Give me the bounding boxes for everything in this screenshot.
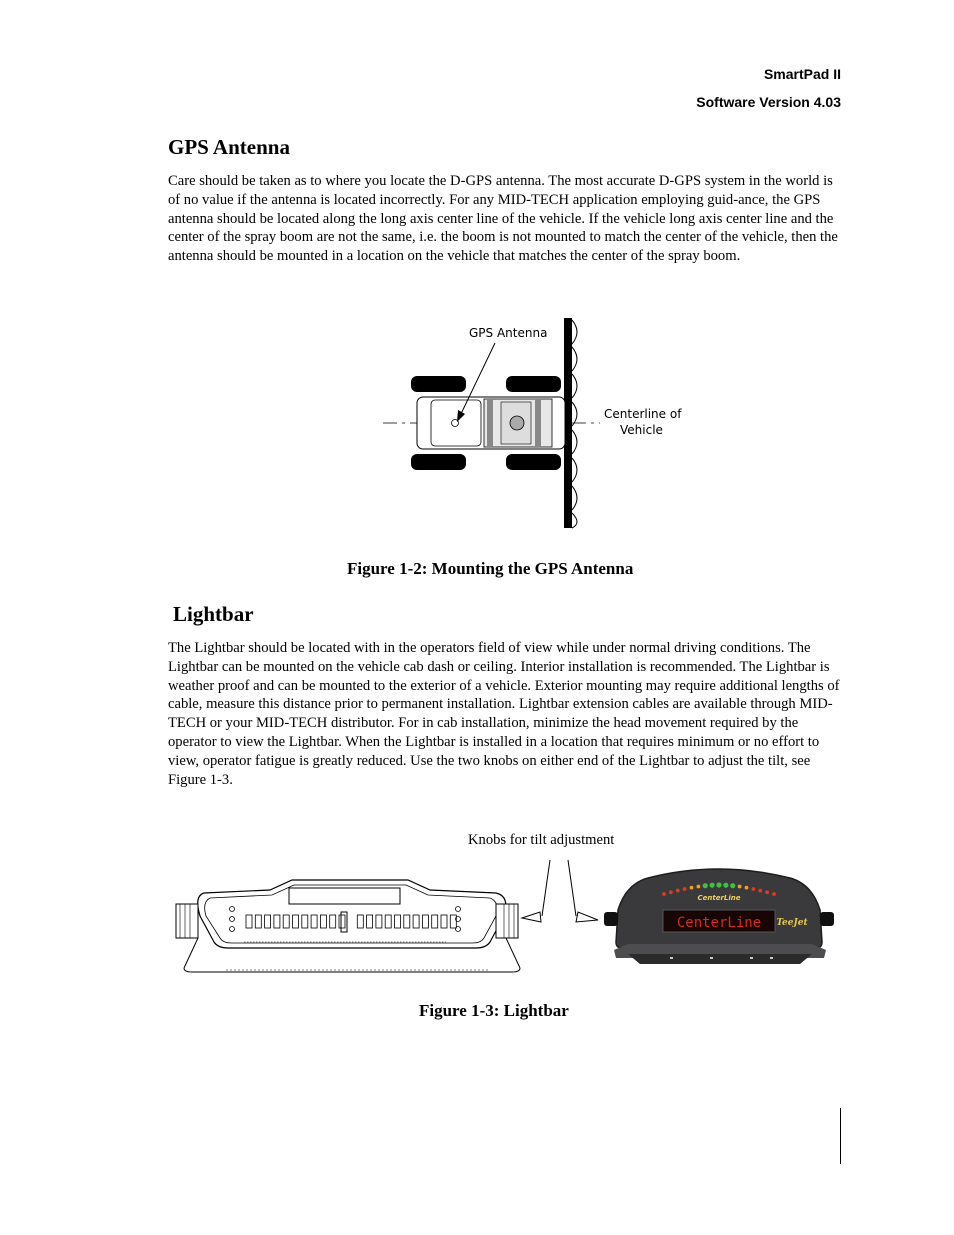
knobs-label: Knobs for tilt adjustment xyxy=(468,832,615,848)
lightbar-led xyxy=(683,887,687,891)
gps-antenna-paragraph: Care should be taken as to where you locate the D-GPS antenna. The most accurate D-GPS system in the world is of no value if the antenna is located incorrectly. For any MID-TECH application employing guid-ance, the GPS antenna should be located along the long axis center line of the vehicle. If the vehicle long axis center line and the center of the spray boom are not the same, i.e. the boom is not mounted to match the center of the vehicle, then the antenna should be mounted in a location on the vehicle that matches the center of the spray boom. xyxy=(168,173,838,265)
figure-1-2-caption: Figure 1-2: Mounting the GPS Antenna xyxy=(347,559,634,578)
lightbar-led xyxy=(669,890,673,894)
lightbar-brand-text: TeeJet xyxy=(776,918,808,928)
section-title-gps-antenna: GPS Antenna xyxy=(168,135,290,159)
header-product: SmartPad II xyxy=(763,66,841,82)
gps-antenna-label: GPS Antenna xyxy=(469,326,548,340)
lightbar-led xyxy=(710,883,715,888)
lightbar-led xyxy=(676,889,680,893)
lightbar-led xyxy=(690,886,694,890)
lightbar-display-text: CenterLine xyxy=(676,915,762,931)
lightbar-led xyxy=(716,882,721,887)
lightbar-led xyxy=(730,883,735,888)
lightbar-led xyxy=(696,885,700,889)
lightbar-paragraph: The Lightbar should be located with in the operators field of view while under normal driving conditions. The Lightbar can be mounted on the vehicle cab dash or ceiling. Interior installation is recommended. The Lightbar is weather proof and can be mounted to the exterior of a vehicle. Exterior mounting may require additional lengths of cable, measure this distance prior to permanent installation. Lightbar extension cables are available through MID-TECH or your MID-TECH distributor. For in cab installation, minimize the head movement required by the operator to view the Lightbar. When the Lightbar is installed in a location that requires minimum or no effort to view, operator fatigue is greatly reduced. Use the two knobs on either end of the Lightbar to adjust the tilt, see Figure 1-3. xyxy=(168,640,840,788)
figure-1-3-caption: Figure 1-3: Lightbar xyxy=(419,1001,569,1020)
header-version: Software Version 4.03 xyxy=(696,94,841,110)
lightbar-led xyxy=(751,887,755,891)
lightbar-diagram xyxy=(170,850,850,980)
section-title-lightbar: Lightbar xyxy=(173,602,254,626)
lightbar-led xyxy=(765,890,769,894)
centerline-label-line1: Centerline of xyxy=(604,407,682,421)
centerline-label-line2: Vehicle xyxy=(620,423,663,437)
lightbar-led xyxy=(738,885,742,889)
gps-antenna-diagram xyxy=(375,310,695,535)
lightbar-led xyxy=(703,883,708,888)
page-margin-rule xyxy=(840,1108,841,1164)
lightbar-led xyxy=(758,889,762,893)
lightbar-led xyxy=(745,886,749,890)
lightbar-logo-text: CenterLine xyxy=(697,894,741,902)
lightbar-led xyxy=(772,892,776,896)
lightbar-led xyxy=(662,892,666,896)
lightbar-led xyxy=(723,883,728,888)
